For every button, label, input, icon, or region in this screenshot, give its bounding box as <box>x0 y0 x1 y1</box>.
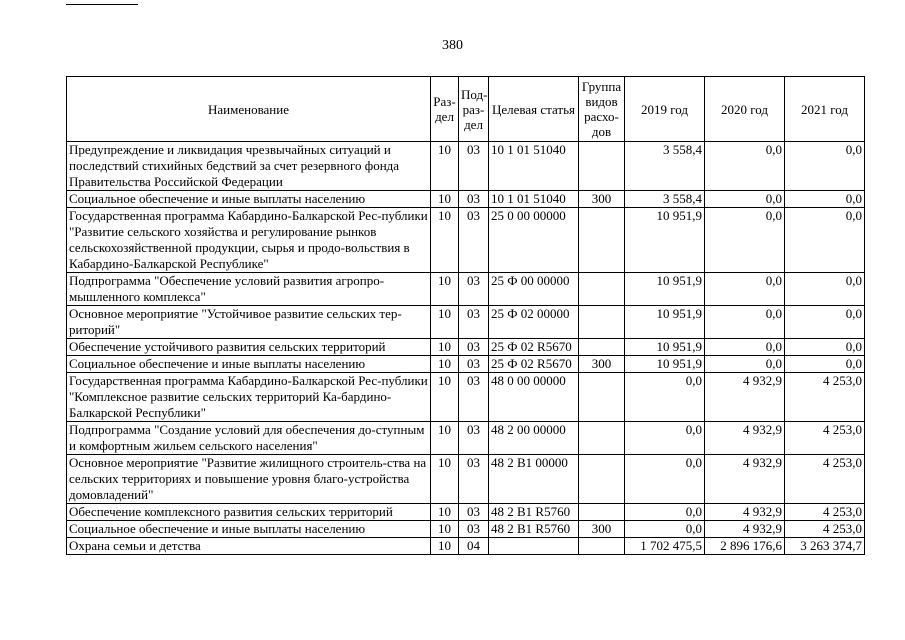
table-row <box>67 339 865 356</box>
row-amount-2020: 0,0 <box>705 356 785 373</box>
row-section: 10 <box>431 521 459 538</box>
table-row <box>67 455 865 504</box>
header-name: Наименование <box>67 77 431 142</box>
row-target-article: 25 Ф 02 R5670 <box>489 356 579 373</box>
row-expense-group <box>579 306 625 339</box>
header-row <box>67 77 865 142</box>
row-name: Охрана семьи и детства <box>67 538 431 555</box>
row-amount-2020: 4 932,9 <box>705 521 785 538</box>
row-amount-2019: 1 702 475,5 <box>625 538 705 555</box>
header-2020: 2020 год <box>705 77 785 142</box>
row-target-article: 48 0 00 00000 <box>489 373 579 422</box>
row-amount-2020: 0,0 <box>705 339 785 356</box>
row-subsection: 03 <box>459 142 489 191</box>
table-row <box>67 538 865 555</box>
row-subsection: 03 <box>459 306 489 339</box>
table-row <box>67 273 865 306</box>
row-name: Социальное обеспечение и иные выплаты населению <box>67 191 431 208</box>
row-target-article: 25 0 00 00000 <box>489 208 579 273</box>
row-amount-2020: 2 896 176,6 <box>705 538 785 555</box>
row-subsection: 03 <box>459 422 489 455</box>
header-subsection: Под-раз-дел <box>459 77 489 142</box>
row-subsection: 03 <box>459 356 489 373</box>
row-target-article: 10 1 01 51040 <box>489 142 579 191</box>
row-name: Основное мероприятие "Развитие жилищного строитель-ства на сельских территориях и повышение уровня благо-устройства домовладений" <box>67 455 431 504</box>
row-subsection: 03 <box>459 504 489 521</box>
row-section: 10 <box>431 191 459 208</box>
row-amount-2021: 4 253,0 <box>785 521 865 538</box>
table-row <box>67 521 865 538</box>
row-target-article: 10 1 01 51040 <box>489 191 579 208</box>
row-amount-2021: 0,0 <box>785 356 865 373</box>
row-amount-2019: 10 951,9 <box>625 306 705 339</box>
row-amount-2021: 0,0 <box>785 306 865 339</box>
row-amount-2021: 0,0 <box>785 208 865 273</box>
row-target-article: 25 Ф 00 00000 <box>489 273 579 306</box>
row-name: Государственная программа Кабардино-Балкарской Рес-публики "Комплексное развитие сельских территорий Ка-бардино-Балкарской Республики" <box>67 373 431 422</box>
row-section: 10 <box>431 306 459 339</box>
row-section: 10 <box>431 373 459 422</box>
row-amount-2020: 0,0 <box>705 191 785 208</box>
row-amount-2019: 3 558,4 <box>625 191 705 208</box>
table-row <box>67 142 865 191</box>
row-amount-2019: 10 951,9 <box>625 356 705 373</box>
row-section: 10 <box>431 455 459 504</box>
page-number: 380 <box>442 38 463 53</box>
row-name: Предупреждение и ликвидация чрезвычайных ситуаций и последствий стихийных бедствий за счет резервного фонда Правительства Российской Федерации <box>67 142 431 191</box>
row-amount-2021: 4 253,0 <box>785 373 865 422</box>
row-amount-2019: 10 951,9 <box>625 208 705 273</box>
row-amount-2019: 10 951,9 <box>625 339 705 356</box>
header-expense-group: Группа видов расхо-дов <box>579 77 625 142</box>
row-subsection: 03 <box>459 455 489 504</box>
row-amount-2021: 0,0 <box>785 191 865 208</box>
row-amount-2020: 0,0 <box>705 208 785 273</box>
row-expense-group <box>579 273 625 306</box>
table-body <box>67 142 865 555</box>
row-target-article: 25 Ф 02 R5670 <box>489 339 579 356</box>
row-name: Государственная программа Кабардино-Балкарской Рес-публики "Развитие сельского хозяйства и регулирование рынков сельскохозяйственной продукции, сырья и продо-вольствия в Кабардино-Балкарской Республике" <box>67 208 431 273</box>
row-section: 10 <box>431 273 459 306</box>
row-expense-group <box>579 422 625 455</box>
row-amount-2021: 0,0 <box>785 273 865 306</box>
row-section: 10 <box>431 538 459 555</box>
row-target-article <box>489 538 579 555</box>
header-2021: 2021 год <box>785 77 865 142</box>
row-expense-group <box>579 339 625 356</box>
row-target-article: 48 2 В1 00000 <box>489 455 579 504</box>
row-subsection: 03 <box>459 191 489 208</box>
row-section: 10 <box>431 422 459 455</box>
row-amount-2020: 4 932,9 <box>705 455 785 504</box>
row-amount-2021: 4 253,0 <box>785 504 865 521</box>
row-name: Социальное обеспечение и иные выплаты населению <box>67 521 431 538</box>
row-amount-2019: 0,0 <box>625 373 705 422</box>
row-target-article: 48 2 В1 R5760 <box>489 521 579 538</box>
row-amount-2019: 0,0 <box>625 521 705 538</box>
table-row <box>67 373 865 422</box>
row-amount-2020: 0,0 <box>705 306 785 339</box>
row-amount-2021: 0,0 <box>785 339 865 356</box>
row-subsection: 03 <box>459 339 489 356</box>
budget-table <box>66 76 865 555</box>
top-rule <box>66 4 138 5</box>
row-amount-2019: 0,0 <box>625 504 705 521</box>
row-subsection: 04 <box>459 538 489 555</box>
row-expense-group <box>579 455 625 504</box>
row-expense-group <box>579 208 625 273</box>
row-expense-group: 300 <box>579 356 625 373</box>
table-row <box>67 422 865 455</box>
row-name: Подпрограмма "Создание условий для обеспечения до-ступным и комфортным жильем сельского населения" <box>67 422 431 455</box>
row-subsection: 03 <box>459 208 489 273</box>
row-amount-2020: 4 932,9 <box>705 422 785 455</box>
row-section: 10 <box>431 339 459 356</box>
row-target-article: 25 Ф 02 00000 <box>489 306 579 339</box>
table-row <box>67 191 865 208</box>
row-amount-2020: 0,0 <box>705 142 785 191</box>
row-amount-2019: 10 951,9 <box>625 273 705 306</box>
row-subsection: 03 <box>459 373 489 422</box>
row-name: Обеспечение устойчивого развития сельских территорий <box>67 339 431 356</box>
table-row <box>67 208 865 273</box>
row-target-article: 48 2 В1 R5760 <box>489 504 579 521</box>
row-target-article: 48 2 00 00000 <box>489 422 579 455</box>
row-amount-2020: 4 932,9 <box>705 504 785 521</box>
row-expense-group: 300 <box>579 521 625 538</box>
row-expense-group <box>579 504 625 521</box>
header-section: Раз-дел <box>431 77 459 142</box>
row-amount-2020: 4 932,9 <box>705 373 785 422</box>
row-amount-2019: 0,0 <box>625 455 705 504</box>
row-name: Подпрограмма "Обеспечение условий развития агропро-мышленного комплекса" <box>67 273 431 306</box>
row-name: Обеспечение комплексного развития сельских территорий <box>67 504 431 521</box>
row-amount-2021: 4 253,0 <box>785 422 865 455</box>
row-amount-2019: 3 558,4 <box>625 142 705 191</box>
table-row <box>67 306 865 339</box>
table-row <box>67 356 865 373</box>
table-row <box>67 504 865 521</box>
header-2019: 2019 год <box>625 77 705 142</box>
row-amount-2019: 0,0 <box>625 422 705 455</box>
row-subsection: 03 <box>459 273 489 306</box>
row-amount-2021: 4 253,0 <box>785 455 865 504</box>
row-section: 10 <box>431 356 459 373</box>
row-section: 10 <box>431 208 459 273</box>
row-expense-group <box>579 142 625 191</box>
row-amount-2020: 0,0 <box>705 273 785 306</box>
row-name: Основное мероприятие "Устойчивое развитие сельских тер-риторий" <box>67 306 431 339</box>
row-amount-2021: 3 263 374,7 <box>785 538 865 555</box>
row-amount-2021: 0,0 <box>785 142 865 191</box>
row-subsection: 03 <box>459 521 489 538</box>
row-expense-group: 300 <box>579 191 625 208</box>
row-expense-group <box>579 373 625 422</box>
row-name: Социальное обеспечение и иные выплаты населению <box>67 356 431 373</box>
row-expense-group <box>579 538 625 555</box>
header-target-article: Целевая статья <box>489 77 579 142</box>
row-section: 10 <box>431 504 459 521</box>
row-section: 10 <box>431 142 459 191</box>
